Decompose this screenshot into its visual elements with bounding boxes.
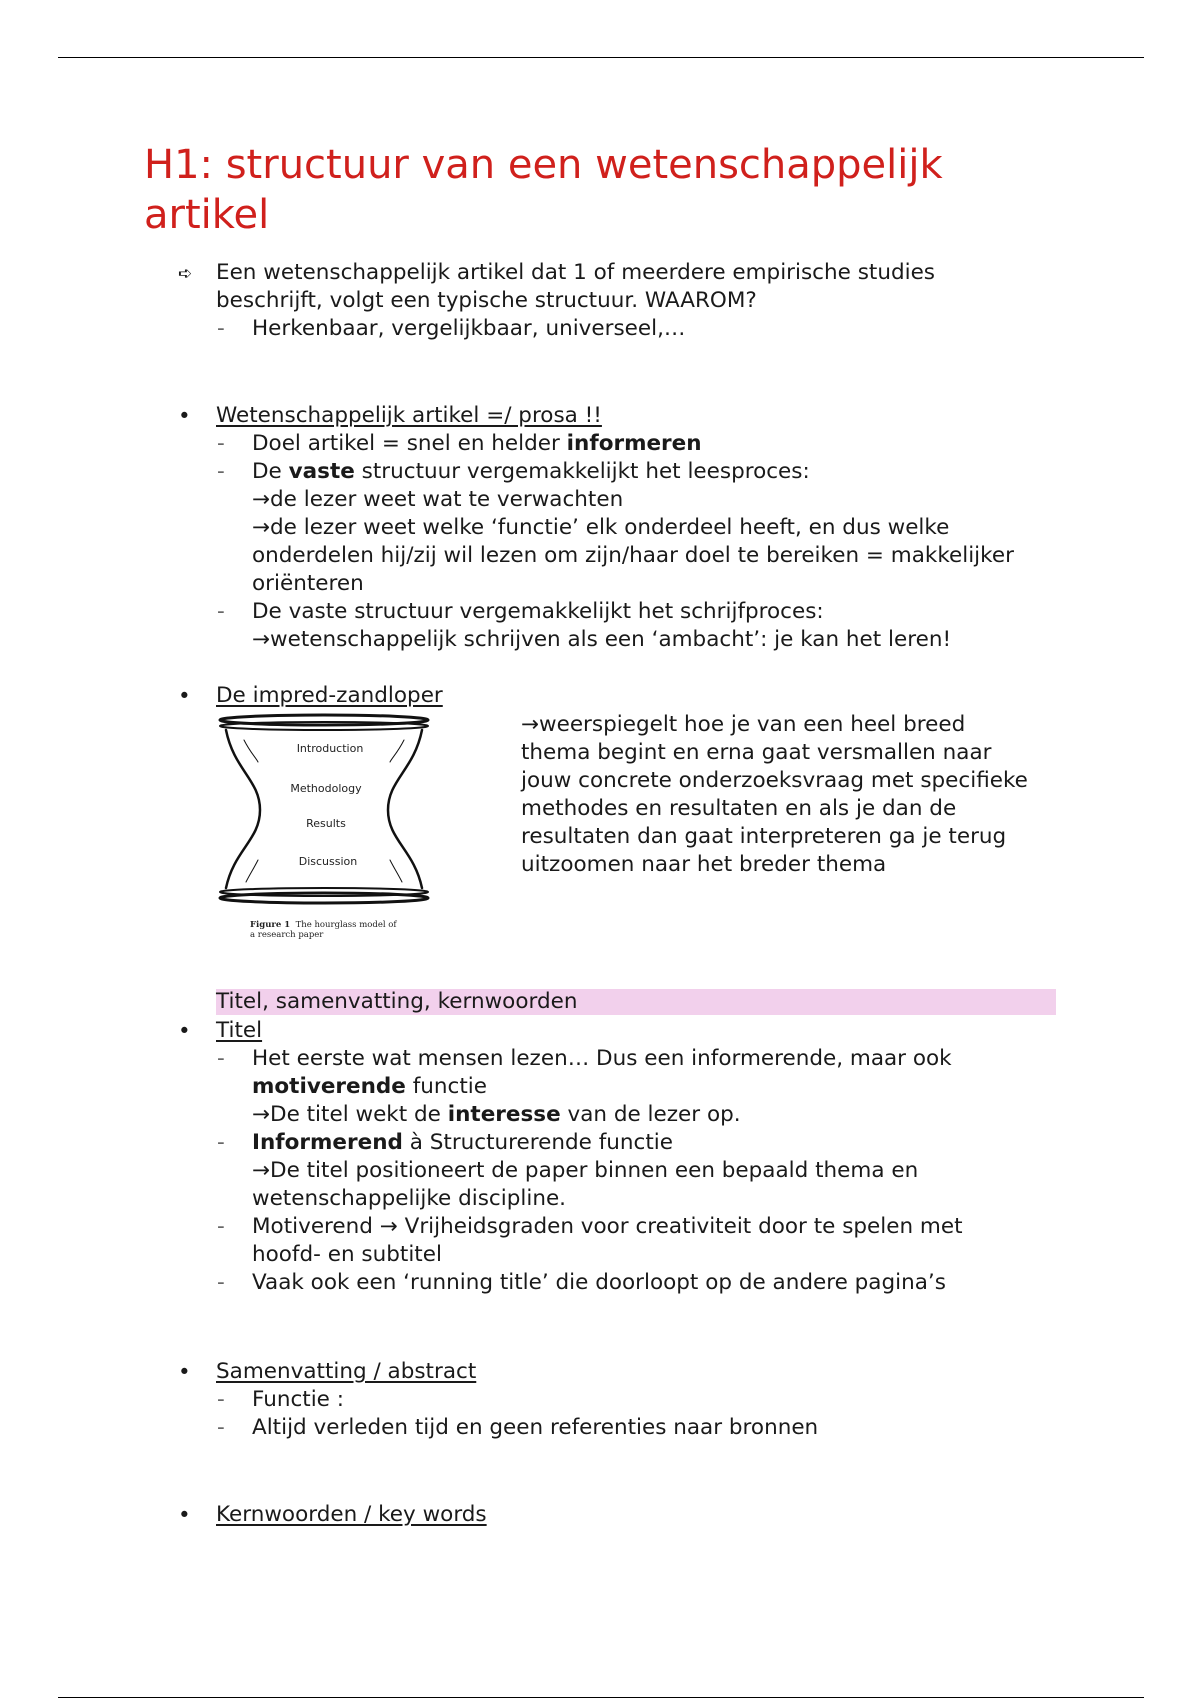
list-item-continuation: onderdelen hij/zij wil lezen om zijn/haar doel te bereiken = makkelijker — [252, 543, 1014, 568]
section-heading: Samenvatting / abstract — [216, 1359, 477, 1384]
dash-marker: - — [217, 459, 225, 484]
list-item-continuation: motiverende functie — [252, 1074, 487, 1099]
bullet-marker: • — [178, 1019, 191, 1044]
paragraph-line: thema begint en erna gaat versmallen naar — [521, 740, 992, 765]
top-rule — [58, 57, 1144, 58]
dash-marker: - — [217, 1046, 225, 1071]
dash-marker: - — [217, 1270, 225, 1295]
list-item: Het eerste wat mensen lezen… Dus een informerende, maar ook — [252, 1046, 952, 1071]
hourglass-label-methodology: Methodology — [290, 782, 362, 795]
paragraph-line: methodes en resultaten en als je dan de — [521, 796, 957, 821]
list-item-continuation: →de lezer weet welke ‘functie’ elk onderdeel heeft, en dus welke — [252, 515, 950, 540]
bottom-rule — [58, 1697, 1144, 1698]
list-item: Informerend à Structurerende functie — [252, 1130, 673, 1155]
list-item: Altijd verleden tijd en geen referenties naar bronnen — [252, 1415, 819, 1440]
dash-marker: - — [217, 316, 225, 341]
list-item-continuation: →wetenschappelijk schrijven als een ‘ambacht’: je kan het leren! — [252, 627, 952, 652]
paragraph-line: jouw concrete onderzoeksvraag met specifieke — [521, 768, 1028, 793]
dash-marker: - — [217, 431, 225, 456]
section-heading: Kernwoorden / key words — [216, 1502, 487, 1527]
hourglass-illustration — [214, 710, 446, 946]
highlighted-subheading: Titel, samenvatting, kernwoorden — [216, 989, 1056, 1015]
page-title — [144, 140, 1044, 240]
dash-marker: - — [217, 1387, 225, 1412]
list-item-continuation: →De titel wekt de interesse van de lezer op. — [252, 1102, 741, 1127]
bullet-marker: • — [178, 684, 191, 709]
arrow-bullet-icon: ➪ — [178, 264, 193, 284]
list-item: Motiverend → Vrijheidsgraden voor creativiteit door te spelen met — [252, 1214, 963, 1239]
intro-line: beschrijft, volgt een typische structuur. WAAROM? — [216, 288, 757, 313]
dash-marker: - — [217, 599, 225, 624]
paragraph-line: resultaten dan gaat interpreteren ga je terug — [521, 824, 1007, 849]
page-title-line: artikel — [144, 192, 270, 238]
section-heading: Wetenschappelijk artikel =/ prosa !! — [216, 403, 602, 428]
intro-subitem: Herkenbaar, vergelijkbaar, universeel,… — [252, 316, 686, 341]
list-item: De vaste structuur vergemakkelijkt het leesproces: — [252, 459, 810, 484]
dash-marker: - — [217, 1214, 225, 1239]
hourglass-label-introduction: Introduction — [296, 742, 364, 755]
bullet-marker: • — [178, 1360, 191, 1385]
hourglass-label-results: Results — [306, 817, 346, 830]
list-item: De vaste structuur vergemakkelijkt het schrijfproces: — [252, 599, 824, 624]
list-item-continuation: wetenschappelijke discipline. — [252, 1186, 567, 1211]
list-item-continuation: →de lezer weet wat te verwachten — [252, 487, 624, 512]
paragraph-line: →weerspiegelt hoe je van een heel breed — [521, 712, 966, 737]
paragraph-line: uitzoomen naar het breder thema — [521, 852, 887, 877]
hourglass-figure — [214, 710, 446, 946]
bullet-marker: • — [178, 404, 191, 429]
list-item: Functie : — [252, 1387, 344, 1412]
list-item: Doel artikel = snel en helder informeren — [252, 431, 702, 456]
section-heading: De impred-zandloper — [216, 683, 443, 708]
list-item-continuation: oriënteren — [252, 571, 364, 596]
list-item-continuation: hoofd- en subtitel — [252, 1242, 442, 1267]
section-heading: Titel — [216, 1018, 263, 1043]
figure-caption: Figure 1 The hourglass model of a research paper — [250, 920, 397, 940]
page-title-line: H1: structuur van een wetenschappelijk — [144, 142, 943, 188]
list-item: Vaak ook een ‘running title’ die doorloopt op de andere pagina’s — [252, 1270, 946, 1295]
hourglass-label-discussion: Discussion — [298, 855, 358, 868]
dash-marker: - — [217, 1415, 225, 1440]
bullet-marker: • — [178, 1503, 191, 1528]
intro-line: Een wetenschappelijk artikel dat 1 of meerdere empirische studies — [216, 260, 936, 285]
dash-marker: - — [217, 1130, 225, 1155]
list-item-continuation: →De titel positioneert de paper binnen een bepaald thema en — [252, 1158, 919, 1183]
hourglass-description — [521, 711, 1061, 879]
